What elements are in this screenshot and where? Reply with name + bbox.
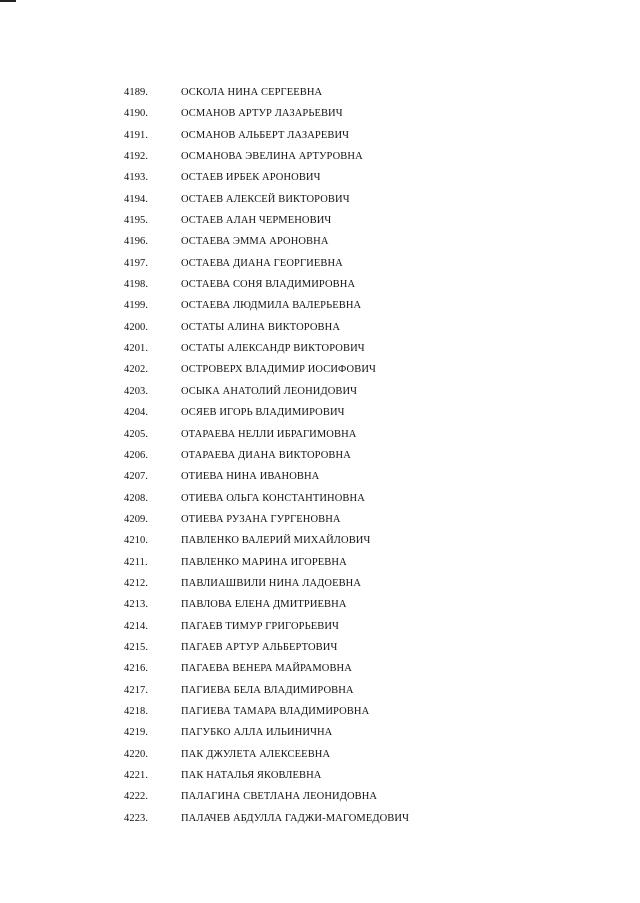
list-item	[124, 786, 604, 807]
list-item-name: ОСТАЕВ АЛАН ЧЕРМЕНОВИЧ	[181, 215, 332, 227]
list-item	[124, 488, 604, 509]
list-item-name: ОСЫКА АНАТОЛИЙ ЛЕОНИДОВИЧ	[181, 385, 358, 397]
list-item-number: 4203.	[124, 385, 149, 397]
list-item-name: ПАГУБКО АЛЛА ИЛЬИНИЧНА	[181, 727, 333, 739]
list-item-name: ПАВЛИАШВИЛИ НИНА ЛАДОЕВНА	[181, 577, 362, 589]
list-item-number: 4220.	[124, 748, 149, 760]
list-item	[124, 573, 604, 594]
list-item	[124, 509, 604, 530]
list-item-number: 4210.	[124, 535, 149, 547]
list-item-name: ПАВЛЕНКО МАРИНА ИГОРЕВНА	[181, 556, 347, 568]
list-item-number: 4198.	[124, 279, 149, 291]
list-item-number: 4201.	[124, 343, 149, 355]
list-item-name: ПАВЛОВА ЕЛЕНА ДМИТРИЕВНА	[181, 599, 347, 611]
list-item-name: ПАК ДЖУЛЕТА АЛЕКСЕЕВНА	[181, 748, 331, 760]
list-item-number: 4206.	[124, 449, 149, 461]
list-item	[124, 359, 604, 380]
list-item	[124, 424, 604, 445]
list-item	[124, 530, 604, 551]
list-item-number: 4221.	[124, 770, 149, 781]
list-item	[124, 722, 604, 743]
list-item-number: 4194.	[124, 193, 149, 205]
list-item	[124, 103, 604, 124]
list-item-name: ОТАРАЕВА НЕЛЛИ ИБРАГИМОВНА	[181, 428, 357, 440]
list-item-name: ПАЛАЧЕВ АБДУЛЛА ГАДЖИ-МАГОМЕДОВИЧ	[181, 812, 410, 824]
list-item-number: 4193.	[124, 172, 149, 184]
list-item-name: ПАЛАГИНА СВЕТЛАНА ЛЕОНИДОВНА	[181, 791, 378, 803]
list-item-name: ОСТАЕВА ЭММА АРОНОВНА	[181, 236, 329, 248]
list-item-name: ПАГАЕВА ВЕНЕРА МАЙРАМОВНА	[181, 663, 352, 675]
list-item	[124, 402, 604, 423]
list-item-name: ОСТАЕВА ДИАНА ГЕОРГИЕВНА	[181, 257, 343, 269]
list-item-number: 4207.	[124, 471, 149, 483]
list-item-name: ОТИЕВА НИНА ИВАНОВНА	[181, 471, 320, 483]
list-item-name: ОСМАНОВА ЭВЕЛИНА АРТУРОВНА	[181, 151, 363, 163]
list-item-name: ПАГАЕВ ТИМУР ГРИГОРЬЕВИЧ	[181, 620, 339, 632]
list-item	[124, 765, 604, 786]
list-item	[124, 445, 604, 466]
list-item	[124, 167, 604, 188]
list-item-name: ОСТАТЫ АЛЕКСАНДР ВИКТОРОВИЧ	[181, 343, 365, 355]
name-list	[124, 82, 604, 829]
list-item	[124, 658, 604, 679]
list-item	[124, 210, 604, 231]
list-item	[124, 701, 604, 722]
list-item-number: 4219.	[124, 727, 149, 739]
list-item-number: 4196.	[124, 236, 149, 248]
scan-corner-mark	[0, 0, 16, 2]
list-item-number: 4197.	[124, 257, 149, 269]
list-item-name: ОТАРАЕВА ДИАНА ВИКТОРОВНА	[181, 449, 351, 461]
list-item-name: ОСТАЕВ АЛЕКСЕЙ ВИКТОРОВИЧ	[181, 193, 350, 205]
list-item-number: 4217.	[124, 684, 149, 696]
list-item	[124, 146, 604, 167]
list-item-name: ПАГИЕВА БЕЛА ВЛАДИМИРОВНА	[181, 684, 354, 696]
list-item-number: 4192.	[124, 151, 149, 163]
list-item-number: 4202.	[124, 364, 149, 376]
list-item-number: 4218.	[124, 705, 149, 717]
list-item-number: 4190.	[124, 108, 149, 120]
list-item-number: 4223.	[124, 812, 149, 824]
list-item-number: 4222.	[124, 791, 149, 803]
list-item	[124, 808, 604, 829]
list-item	[124, 125, 604, 146]
list-item-number: 4212.	[124, 577, 149, 589]
list-item-number: 4214.	[124, 620, 149, 632]
list-item-number: 4205.	[124, 428, 149, 440]
list-item-number: 4195.	[124, 215, 149, 227]
list-item-number: 4208.	[124, 492, 149, 504]
list-item-number: 4216.	[124, 663, 149, 675]
list-item-name: ОТИЕВА ОЛЬГА КОНСТАНТИНОВНА	[181, 492, 365, 504]
list-item-number: 4211.	[124, 556, 148, 568]
list-item	[124, 82, 604, 103]
list-item-name: ПАВЛЕНКО ВАЛЕРИЙ МИХАЙЛОВИЧ	[181, 535, 371, 547]
list-item-name: ОСКОЛА НИНА СЕРГЕЕВНА	[181, 87, 323, 98]
list-item-name: ОСТАТЫ АЛИНА ВИКТОРОВНА	[181, 321, 341, 333]
list-item	[124, 552, 604, 573]
list-item	[124, 637, 604, 658]
list-item	[124, 295, 604, 316]
list-item	[124, 381, 604, 402]
list-item	[124, 616, 604, 637]
list-item	[124, 338, 604, 359]
list-item	[124, 189, 604, 210]
list-item	[124, 680, 604, 701]
list-item-number: 4209.	[124, 513, 149, 525]
list-item-name: ОСТАЕВА ЛЮДМИЛА ВАЛЕРЬЕВНА	[181, 300, 362, 312]
list-item-name: ОСМАНОВ АРТУР ЛАЗАРЬЕВИЧ	[181, 108, 343, 120]
list-item-number: 4189.	[124, 87, 149, 98]
list-item-name: ОТИЕВА РУЗАНА ГУРГЕНОВНА	[181, 513, 341, 525]
list-item-name: ОСТРОВЕРХ ВЛАДИМИР ИОСИФОВИЧ	[181, 364, 376, 376]
list-item-number: 4191.	[124, 129, 149, 141]
list-item-name: ПАГАЕВ АРТУР АЛЬБЕРТОВИЧ	[181, 641, 338, 653]
list-item-name: ОСМАНОВ АЛЬБЕРТ ЛАЗАРЕВИЧ	[181, 129, 350, 141]
list-item	[124, 594, 604, 615]
list-item	[124, 274, 604, 295]
list-item	[124, 744, 604, 765]
list-item	[124, 466, 604, 487]
list-item-name: ПАГИЕВА ТАМАРА ВЛАДИМИРОВНА	[181, 705, 370, 717]
list-item-number: 4199.	[124, 300, 149, 312]
list-item	[124, 317, 604, 338]
list-item-name: ПАК НАТАЛЬЯ ЯКОВЛЕВНА	[181, 770, 322, 781]
list-item-number: 4215.	[124, 641, 149, 653]
list-item-name: ОСТАЕВ ИРБЕК АРОНОВИЧ	[181, 172, 321, 184]
list-item-name: ОСТАЕВА СОНЯ ВЛАДИМИРОВНА	[181, 279, 356, 291]
list-item-name: ОСЯЕВ ИГОРЬ ВЛАДИМИРОВИЧ	[181, 407, 345, 419]
list-item-number: 4200.	[124, 321, 149, 333]
list-item-number: 4204.	[124, 407, 149, 419]
list-item-number: 4213.	[124, 599, 149, 611]
list-item	[124, 253, 604, 274]
list-item	[124, 231, 604, 252]
